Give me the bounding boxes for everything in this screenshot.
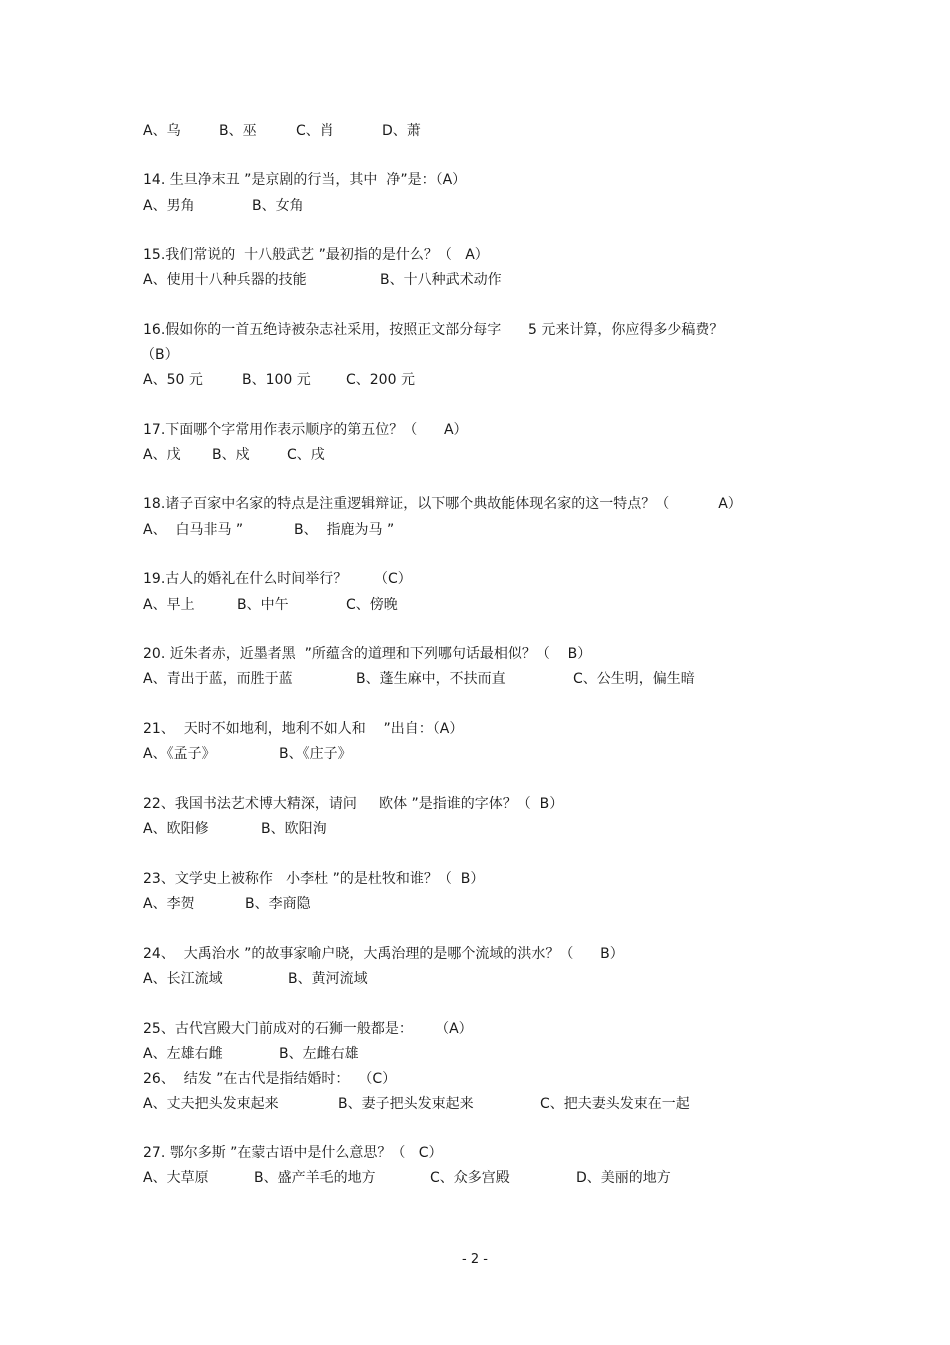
q22-question: 22、我国书法艺术博大精深，请问 欧体 ”是指谁的字体？（ B） (143, 796, 564, 812)
q16-answer: （B） (141, 347, 179, 363)
q17-option-c: C、戌 (287, 447, 325, 463)
q18-question: 18.诸子百家中名家的特点是注重逻辑辩证，以下哪个典故能体现名家的这一特点？（ A） (143, 496, 742, 512)
q19-option-b: B、中午 (237, 597, 289, 613)
page-number: - 2 - (462, 1252, 488, 1267)
q25-option-b: B、左雌右雄 (279, 1046, 359, 1062)
q24-option-b: B、黄河流域 (288, 971, 368, 987)
q13-option-c: C、肖 (296, 123, 334, 139)
q24-option-a: A、长江流域 (143, 971, 223, 987)
q26-option-c: C、把夫妻头发束在一起 (540, 1096, 690, 1112)
q21-question: 21、 天时不如地利，地利不如人和 ”出自：（A） (143, 721, 464, 737)
q27-option-b: B、盛产羊毛的地方 (254, 1170, 376, 1186)
q27-option-d: D、美丽的地方 (576, 1170, 671, 1186)
q19-question: 19.古人的婚礼在什么时间举行？ （C） (143, 571, 412, 587)
q15-question: 15.我们常说的 十八般武艺 ”最初指的是什么？（ A） (143, 247, 489, 263)
q20-option-c: C、公生明，偏生暗 (573, 671, 695, 687)
q18-option-b: B、 指鹿为马 ” (294, 522, 395, 538)
q25-question: 25、古代宫殿大门前成对的石狮一般都是： （A） (143, 1021, 473, 1037)
q13-option-a: A、乌 (143, 123, 181, 139)
q13-option-b: B、巫 (219, 123, 257, 139)
q23-question: 23、文学史上被称作 小李杜 ”的是杜牧和谁？（ B） (143, 871, 485, 887)
q18-option-a: A、 白马非马 ” (143, 522, 244, 538)
q26-option-a: A、丈夫把头发束起来 (143, 1096, 279, 1112)
q23-option-a: A、李贺 (143, 896, 195, 912)
q17-option-a: A、戊 (143, 447, 181, 463)
q19-option-a: A、早上 (143, 597, 195, 613)
q22-option-b: B、欧阳洵 (261, 821, 327, 837)
q27-option-a: A、大草原 (143, 1170, 209, 1186)
q25-option-a: A、左雄右雌 (143, 1046, 223, 1062)
q21-option-b: B、《庄子》 (279, 746, 352, 762)
q20-question: 20. 近朱者赤，近墨者黑 ”所蕴含的道理和下列哪句话最相似？（ B） (143, 646, 592, 662)
q14-question: 14. 生旦净末丑 ”是京剧的行当，其中 净”是：（A） (143, 172, 467, 188)
q26-option-b: B、妻子把头发束起来 (338, 1096, 474, 1112)
q15-option-a: A、使用十八种兵器的技能 (143, 272, 307, 288)
q24-question: 24、 大禹治水 ”的故事家喻户晓，大禹治理的是哪个流域的洪水？（ B） (143, 946, 624, 962)
q27-question: 27. 鄂尔多斯 ”在蒙古语中是什么意思？（ C） (143, 1145, 443, 1161)
q23-option-b: B、李商隐 (245, 896, 311, 912)
q16-question: 16.假如你的一首五绝诗被杂志社采用，按照正文部分每字 5 元来计算，你应得多少稿费？ (143, 322, 724, 338)
q14-option-b: B、女角 (252, 198, 304, 214)
q13-option-d: D、萧 (382, 123, 421, 139)
q22-option-a: A、欧阳修 (143, 821, 209, 837)
q19-option-c: C、傍晚 (346, 597, 398, 613)
q16-option-c: C、200 元 (346, 372, 415, 388)
q21-option-a: A、《孟子》 (143, 746, 216, 762)
q17-question: 17.下面哪个字常用作表示顺序的第五位？（ A） (143, 422, 468, 438)
q20-option-a: A、青出于蓝，而胜于蓝 (143, 671, 293, 687)
q16-option-a: A、50 元 (143, 372, 203, 388)
q20-option-b: B、蓬生麻中，不扶而直 (356, 671, 506, 687)
q27-option-c: C、众多宫殿 (430, 1170, 510, 1186)
q15-option-b: B、十八种武术动作 (380, 272, 502, 288)
q16-option-b: B、100 元 (242, 372, 311, 388)
q14-option-a: A、男角 (143, 198, 195, 214)
q26-question: 26、 结发 ”在古代是指结婚时： （C） (143, 1071, 397, 1087)
q17-option-b: B、戍 (212, 447, 250, 463)
